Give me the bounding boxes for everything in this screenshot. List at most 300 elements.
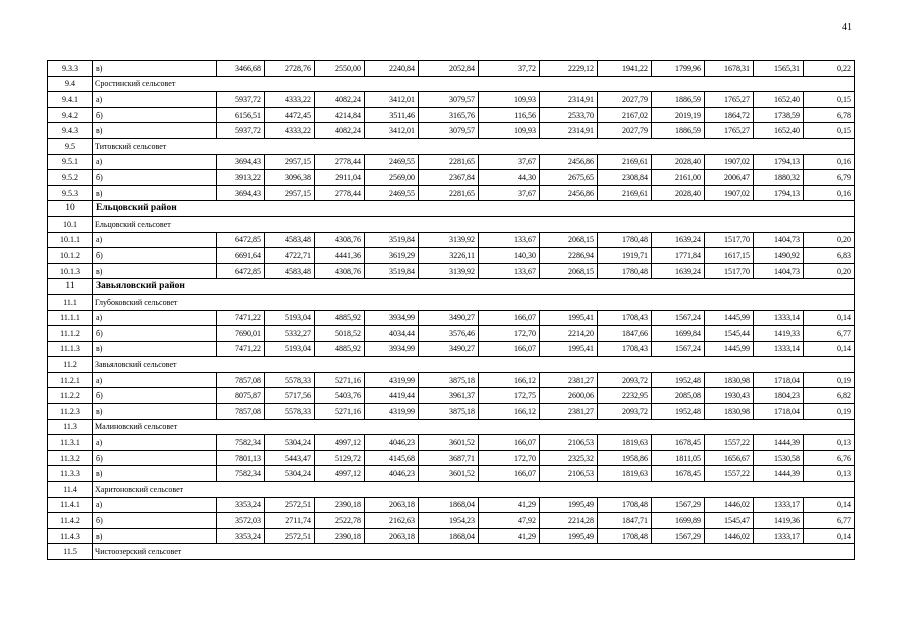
- value-cell: 1780,48: [598, 232, 652, 248]
- row-code: 11.1.1: [48, 310, 93, 326]
- value-cell: 2106,53: [540, 466, 598, 482]
- value-cell: 3934,99: [365, 310, 419, 326]
- value-cell: 1445,99: [705, 341, 754, 357]
- value-cell: 3519,84: [365, 232, 419, 248]
- row-code: 10.1: [48, 216, 93, 232]
- value-cell: 172,75: [479, 388, 540, 404]
- table-row: [48, 123, 855, 139]
- value-cell: 1333,14: [754, 341, 804, 357]
- table-row: [48, 107, 855, 123]
- section-title: Титовский сельсовет: [93, 138, 855, 154]
- value-cell: 1799,96: [652, 61, 705, 77]
- row-code: 11.1.3: [48, 341, 93, 357]
- value-cell: 0,20: [804, 232, 855, 248]
- region-title: Ельцовский район: [93, 201, 855, 217]
- row-variant: в): [93, 185, 217, 201]
- row-code: 11.3.2: [48, 450, 93, 466]
- value-cell: 2367,84: [419, 170, 479, 186]
- value-cell: 2093,72: [598, 404, 652, 420]
- value-cell: 1847,66: [598, 326, 652, 342]
- value-cell: 2778,44: [315, 154, 365, 170]
- table-row: [48, 154, 855, 170]
- table-row: [48, 435, 855, 451]
- value-cell: 5717,56: [265, 388, 315, 404]
- value-cell: 2469,55: [365, 185, 419, 201]
- value-cell: 6156,51: [217, 107, 265, 123]
- value-cell: 2281,65: [419, 154, 479, 170]
- value-cell: 3694,43: [217, 185, 265, 201]
- value-cell: 1652,40: [754, 123, 804, 139]
- value-cell: 2027,79: [598, 123, 652, 139]
- value-cell: 1765,27: [705, 123, 754, 139]
- value-cell: 2232,95: [598, 388, 652, 404]
- row-code: 9.5.1: [48, 154, 93, 170]
- value-cell: 2093,72: [598, 372, 652, 388]
- region-header-row: [48, 279, 855, 295]
- value-cell: 37,67: [479, 154, 540, 170]
- value-cell: 2550,00: [315, 61, 365, 77]
- table-row: [48, 466, 855, 482]
- value-cell: 4046,23: [365, 435, 419, 451]
- value-cell: 1333,17: [754, 497, 804, 513]
- table-row: [48, 513, 855, 529]
- row-variant: в): [93, 61, 217, 77]
- value-cell: 1886,59: [652, 123, 705, 139]
- value-cell: 166,12: [479, 372, 540, 388]
- value-cell: 2957,15: [265, 154, 315, 170]
- value-cell: 1718,04: [754, 372, 804, 388]
- value-cell: 5937,72: [217, 123, 265, 139]
- value-cell: 3490,27: [419, 341, 479, 357]
- value-cell: 6,78: [804, 107, 855, 123]
- value-cell: 4214,84: [315, 107, 365, 123]
- value-cell: 7690,01: [217, 326, 265, 342]
- value-cell: 2027,79: [598, 92, 652, 108]
- table-row: [48, 528, 855, 544]
- value-cell: 5018,52: [315, 326, 365, 342]
- section-header-row: [48, 544, 855, 560]
- value-cell: 1811,05: [652, 450, 705, 466]
- table-row: [48, 263, 855, 279]
- value-cell: 2019,19: [652, 107, 705, 123]
- value-cell: 4997,12: [315, 466, 365, 482]
- row-variant: а): [93, 372, 217, 388]
- value-cell: 1708,48: [598, 528, 652, 544]
- table-row: [48, 450, 855, 466]
- value-cell: 2381,27: [540, 372, 598, 388]
- value-cell: 1804,23: [754, 388, 804, 404]
- value-cell: 172,70: [479, 326, 540, 342]
- row-variant: в): [93, 123, 217, 139]
- value-cell: 2161,00: [652, 170, 705, 186]
- value-cell: 6691,64: [217, 248, 265, 264]
- value-cell: 1954,23: [419, 513, 479, 529]
- value-cell: 1557,22: [705, 466, 754, 482]
- value-cell: 1995,41: [540, 341, 598, 357]
- value-cell: 41,29: [479, 497, 540, 513]
- row-variant: в): [93, 341, 217, 357]
- value-cell: 2006,47: [705, 170, 754, 186]
- value-cell: 2240,84: [365, 61, 419, 77]
- table-row: [48, 185, 855, 201]
- value-cell: 2068,15: [540, 263, 598, 279]
- row-code: 11.3: [48, 419, 93, 435]
- value-cell: 1419,33: [754, 326, 804, 342]
- value-cell: 1567,29: [652, 497, 705, 513]
- value-cell: 6,82: [804, 388, 855, 404]
- value-cell: 4319,99: [365, 404, 419, 420]
- value-cell: 2600,06: [540, 388, 598, 404]
- table-row: [48, 404, 855, 420]
- value-cell: 1678,45: [652, 435, 705, 451]
- value-cell: 0,20: [804, 263, 855, 279]
- value-cell: 5937,72: [217, 92, 265, 108]
- value-cell: 1333,14: [754, 310, 804, 326]
- value-cell: 3619,29: [365, 248, 419, 264]
- value-cell: 166,12: [479, 404, 540, 420]
- row-code: 9.4: [48, 76, 93, 92]
- value-cell: 5129,72: [315, 450, 365, 466]
- table-row: [48, 61, 855, 77]
- value-cell: 1765,27: [705, 92, 754, 108]
- value-cell: 4722,71: [265, 248, 315, 264]
- value-cell: 0,14: [804, 528, 855, 544]
- value-cell: 3576,46: [419, 326, 479, 342]
- value-cell: 0,19: [804, 372, 855, 388]
- value-cell: 2028,40: [652, 154, 705, 170]
- value-cell: 1995,49: [540, 497, 598, 513]
- section-title: Сростинский сельсовет: [93, 76, 855, 92]
- row-code: 10.1.3: [48, 263, 93, 279]
- value-cell: 4308,76: [315, 232, 365, 248]
- value-cell: 4583,48: [265, 263, 315, 279]
- value-cell: 2169,61: [598, 154, 652, 170]
- value-cell: 1880,32: [754, 170, 804, 186]
- table-row: [48, 372, 855, 388]
- value-cell: 2456,86: [540, 185, 598, 201]
- value-cell: 2390,18: [315, 528, 365, 544]
- value-cell: 4419,44: [365, 388, 419, 404]
- row-variant: а): [93, 497, 217, 513]
- value-cell: 0,15: [804, 123, 855, 139]
- value-cell: 1708,43: [598, 341, 652, 357]
- value-cell: 1444,39: [754, 466, 804, 482]
- value-cell: 4885,92: [315, 341, 365, 357]
- value-cell: 3875,18: [419, 404, 479, 420]
- value-cell: 1545,44: [705, 326, 754, 342]
- row-code: 10.1.2: [48, 248, 93, 264]
- value-cell: 1868,04: [419, 528, 479, 544]
- row-code: 11.2.3: [48, 404, 93, 420]
- value-cell: 5443,47: [265, 450, 315, 466]
- value-cell: 7582,34: [217, 435, 265, 451]
- value-cell: 1794,13: [754, 154, 804, 170]
- value-cell: 2522,78: [315, 513, 365, 529]
- value-cell: 1446,02: [705, 497, 754, 513]
- value-cell: 1919,71: [598, 248, 652, 264]
- value-cell: 5332,27: [265, 326, 315, 342]
- value-cell: 37,72: [479, 61, 540, 77]
- value-cell: 2052,84: [419, 61, 479, 77]
- value-cell: 3226,11: [419, 248, 479, 264]
- row-variant: в): [93, 528, 217, 544]
- table-row: [48, 170, 855, 186]
- row-variant: б): [93, 170, 217, 186]
- value-cell: 3694,43: [217, 154, 265, 170]
- value-cell: 4308,76: [315, 263, 365, 279]
- value-cell: 172,70: [479, 450, 540, 466]
- value-cell: 5271,16: [315, 372, 365, 388]
- row-variant: а): [93, 435, 217, 451]
- value-cell: 2068,15: [540, 232, 598, 248]
- table-body: [48, 61, 855, 560]
- section-title: Малиновский сельсовет: [93, 419, 855, 435]
- value-cell: 4145,68: [365, 450, 419, 466]
- value-cell: 3875,18: [419, 372, 479, 388]
- value-cell: 1830,98: [705, 404, 754, 420]
- value-cell: 1864,72: [705, 107, 754, 123]
- table-row: [48, 92, 855, 108]
- value-cell: 1445,99: [705, 310, 754, 326]
- value-cell: 5271,16: [315, 404, 365, 420]
- value-cell: 2314,91: [540, 123, 598, 139]
- value-cell: 1930,43: [705, 388, 754, 404]
- value-cell: 4034,44: [365, 326, 419, 342]
- value-cell: 4333,22: [265, 123, 315, 139]
- value-cell: 3353,24: [217, 497, 265, 513]
- value-cell: 1771,84: [652, 248, 705, 264]
- value-cell: 47,92: [479, 513, 540, 529]
- value-cell: 3687,71: [419, 450, 479, 466]
- value-cell: 2390,18: [315, 497, 365, 513]
- value-cell: 1517,70: [705, 263, 754, 279]
- value-cell: 1567,24: [652, 341, 705, 357]
- value-cell: 1708,43: [598, 310, 652, 326]
- value-cell: 0,13: [804, 435, 855, 451]
- value-cell: 4997,12: [315, 435, 365, 451]
- value-cell: 1847,71: [598, 513, 652, 529]
- value-cell: 5193,04: [265, 310, 315, 326]
- value-cell: 3601,52: [419, 466, 479, 482]
- row-code: 11.3.1: [48, 435, 93, 451]
- row-code: 10: [48, 201, 93, 217]
- value-cell: 3519,84: [365, 263, 419, 279]
- value-cell: 1333,17: [754, 528, 804, 544]
- value-cell: 6,79: [804, 170, 855, 186]
- section-header-row: [48, 138, 855, 154]
- value-cell: 3079,57: [419, 92, 479, 108]
- value-cell: 1738,59: [754, 107, 804, 123]
- row-code: 11: [48, 279, 93, 295]
- value-cell: 1444,39: [754, 435, 804, 451]
- value-cell: 5304,24: [265, 466, 315, 482]
- row-variant: б): [93, 248, 217, 264]
- value-cell: 1952,48: [652, 404, 705, 420]
- value-cell: 0,19: [804, 404, 855, 420]
- value-cell: 1639,24: [652, 232, 705, 248]
- row-code: 9.4.1: [48, 92, 93, 108]
- section-header-row: [48, 76, 855, 92]
- value-cell: 1517,70: [705, 232, 754, 248]
- value-cell: 1819,63: [598, 466, 652, 482]
- value-cell: 1819,63: [598, 435, 652, 451]
- value-cell: 2214,20: [540, 326, 598, 342]
- value-cell: 4583,48: [265, 232, 315, 248]
- value-cell: 3353,24: [217, 528, 265, 544]
- value-cell: 4082,24: [315, 123, 365, 139]
- value-cell: 1490,92: [754, 248, 804, 264]
- table-row: [48, 497, 855, 513]
- section-title: Глубоковский сельсовет: [93, 294, 855, 310]
- value-cell: 166,07: [479, 341, 540, 357]
- value-cell: 3165,76: [419, 107, 479, 123]
- value-cell: 2085,08: [652, 388, 705, 404]
- value-cell: 5403,76: [315, 388, 365, 404]
- row-code: 10.1.1: [48, 232, 93, 248]
- value-cell: 2711,74: [265, 513, 315, 529]
- value-cell: 109,93: [479, 123, 540, 139]
- value-cell: 1617,15: [705, 248, 754, 264]
- value-cell: 4472,45: [265, 107, 315, 123]
- value-cell: 2314,91: [540, 92, 598, 108]
- value-cell: 133,67: [479, 263, 540, 279]
- value-cell: 3511,46: [365, 107, 419, 123]
- section-title: Ельцовский сельсовет: [93, 216, 855, 232]
- value-cell: 166,07: [479, 310, 540, 326]
- value-cell: 41,29: [479, 528, 540, 544]
- value-cell: 2028,40: [652, 185, 705, 201]
- table-row: [48, 326, 855, 342]
- value-cell: 1794,13: [754, 185, 804, 201]
- value-cell: 3934,99: [365, 341, 419, 357]
- tariff-table: [47, 60, 855, 560]
- value-cell: 1419,36: [754, 513, 804, 529]
- page-number: 41: [842, 22, 852, 33]
- value-cell: 3913,22: [217, 170, 265, 186]
- value-cell: 3601,52: [419, 435, 479, 451]
- value-cell: 7801,13: [217, 450, 265, 466]
- value-cell: 5193,04: [265, 341, 315, 357]
- value-cell: 1708,48: [598, 497, 652, 513]
- value-cell: 0,16: [804, 154, 855, 170]
- table-row: [48, 388, 855, 404]
- value-cell: 2167,02: [598, 107, 652, 123]
- value-cell: 1446,02: [705, 528, 754, 544]
- value-cell: 2778,44: [315, 185, 365, 201]
- value-cell: 6472,85: [217, 232, 265, 248]
- row-code: 11.4.2: [48, 513, 93, 529]
- row-code: 11.1.2: [48, 326, 93, 342]
- value-cell: 5304,24: [265, 435, 315, 451]
- value-cell: 1907,02: [705, 185, 754, 201]
- value-cell: 2381,27: [540, 404, 598, 420]
- value-cell: 2281,65: [419, 185, 479, 201]
- value-cell: 3490,27: [419, 310, 479, 326]
- value-cell: 1952,48: [652, 372, 705, 388]
- row-code: 9.3.3: [48, 61, 93, 77]
- value-cell: 7857,08: [217, 372, 265, 388]
- row-variant: а): [93, 232, 217, 248]
- row-code: 11.1: [48, 294, 93, 310]
- row-variant: б): [93, 450, 217, 466]
- value-cell: 1958,86: [598, 450, 652, 466]
- value-cell: 166,07: [479, 435, 540, 451]
- value-cell: 109,93: [479, 92, 540, 108]
- value-cell: 1567,29: [652, 528, 705, 544]
- value-cell: 2308,84: [598, 170, 652, 186]
- table-row: [48, 310, 855, 326]
- value-cell: 2572,51: [265, 497, 315, 513]
- value-cell: 4333,22: [265, 92, 315, 108]
- value-cell: 6,77: [804, 513, 855, 529]
- value-cell: 0,14: [804, 310, 855, 326]
- row-variant: б): [93, 388, 217, 404]
- value-cell: 37,67: [479, 185, 540, 201]
- value-cell: 2169,61: [598, 185, 652, 201]
- section-header-row: [48, 357, 855, 373]
- value-cell: 2106,53: [540, 435, 598, 451]
- value-cell: 4046,23: [365, 466, 419, 482]
- value-cell: 2063,18: [365, 497, 419, 513]
- value-cell: 2456,86: [540, 154, 598, 170]
- value-cell: 3412,01: [365, 123, 419, 139]
- row-code: 9.5: [48, 138, 93, 154]
- value-cell: 2162,63: [365, 513, 419, 529]
- value-cell: 1678,31: [705, 61, 754, 77]
- value-cell: 3412,01: [365, 92, 419, 108]
- row-variant: б): [93, 513, 217, 529]
- region-title: Завьяловский район: [93, 279, 855, 295]
- value-cell: 7857,08: [217, 404, 265, 420]
- value-cell: 133,67: [479, 232, 540, 248]
- value-cell: 1907,02: [705, 154, 754, 170]
- row-code: 9.4.2: [48, 107, 93, 123]
- value-cell: 2063,18: [365, 528, 419, 544]
- value-cell: 2533,70: [540, 107, 598, 123]
- table-row: [48, 248, 855, 264]
- value-cell: 3079,57: [419, 123, 479, 139]
- value-cell: 4441,36: [315, 248, 365, 264]
- value-cell: 1995,41: [540, 310, 598, 326]
- row-code: 11.4: [48, 482, 93, 498]
- row-variant: а): [93, 310, 217, 326]
- value-cell: 7471,22: [217, 341, 265, 357]
- value-cell: 0,22: [804, 61, 855, 77]
- value-cell: 3139,92: [419, 232, 479, 248]
- value-cell: 3466,68: [217, 61, 265, 77]
- value-cell: 1652,40: [754, 92, 804, 108]
- value-cell: 8075,87: [217, 388, 265, 404]
- row-code: 11.4.1: [48, 497, 93, 513]
- table-row: [48, 232, 855, 248]
- row-code: 11.3.3: [48, 466, 93, 482]
- value-cell: 2325,32: [540, 450, 598, 466]
- row-code: 11.2.1: [48, 372, 93, 388]
- row-variant: в): [93, 466, 217, 482]
- value-cell: 1639,24: [652, 263, 705, 279]
- value-cell: 2911,04: [315, 170, 365, 186]
- section-header-row: [48, 216, 855, 232]
- value-cell: 2957,15: [265, 185, 315, 201]
- value-cell: 6,83: [804, 248, 855, 264]
- value-cell: 2469,55: [365, 154, 419, 170]
- value-cell: 4319,99: [365, 372, 419, 388]
- row-variant: б): [93, 107, 217, 123]
- row-variant: в): [93, 404, 217, 420]
- value-cell: 44,30: [479, 170, 540, 186]
- value-cell: 2286,94: [540, 248, 598, 264]
- value-cell: 1678,45: [652, 466, 705, 482]
